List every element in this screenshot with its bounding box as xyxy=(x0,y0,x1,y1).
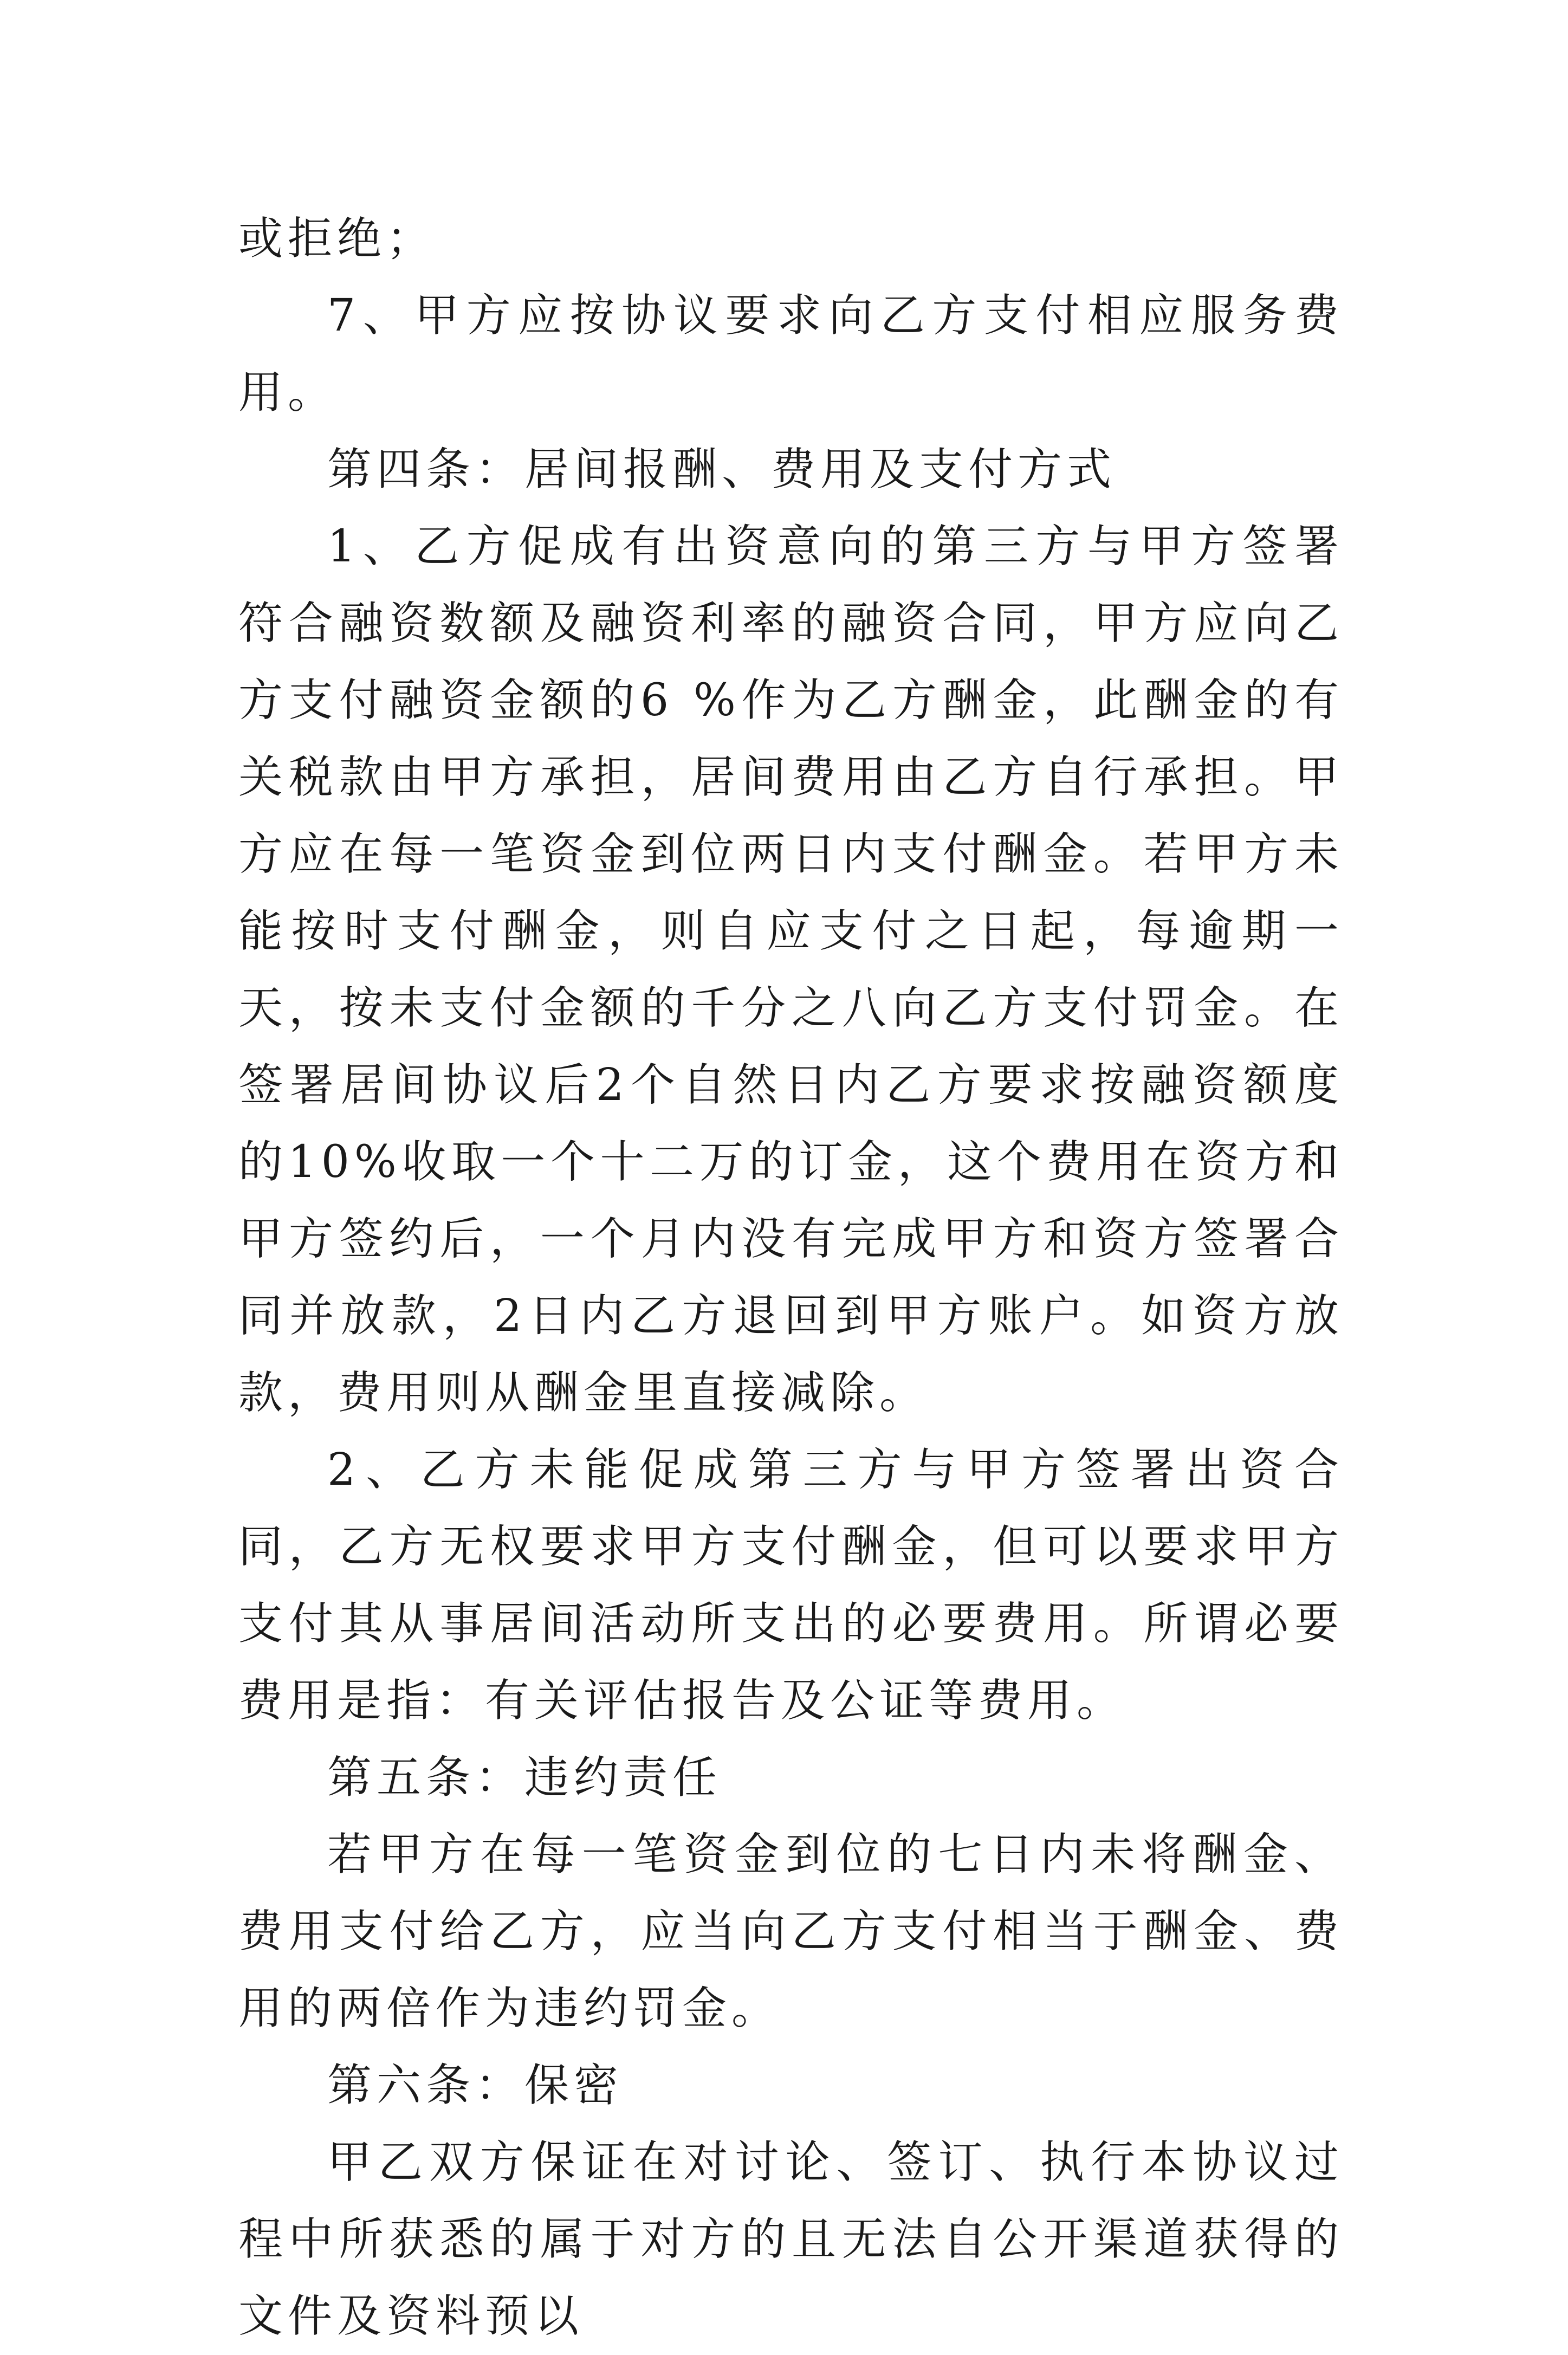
clause-item-7: 7、甲方应按协议要求向乙方支付相应服务费用。 xyxy=(238,290,1344,418)
article-4-item-2: 2、乙方未能促成第三方与甲方签署出资合同，乙方无权要求甲方支付酬金，但可以要求甲方支付其从事居间活动所支出的必要费用。所谓必要费用是指：有关评估报告及公证等费用。 xyxy=(238,1444,1344,1726)
article-5-body: 若甲方在每一笔资金到位的七日内未将酬金、费用支付给乙方，应当向乙方支付相当于酬金、费用的两倍作为违约罚金。 xyxy=(238,1829,1344,2034)
article-4-item-1: 1、乙方促成有出资意向的第三方与甲方签署符合融资数额及融资利率的融资合同，甲方应向乙方支付融资金额的6 %作为乙方酬金，此酬金的有关税款由甲方承担，居间费用由乙方自行承担。甲方应在每一笔资金到位两日内支付酬金。若甲方未能按时支付酬金，则自应支付之日起，每逾期一天，按未支付金额的千分之八向乙方支付罚金。在签署居间协议后2个自然日内乙方要求按融资额度的10%收取一个十二万的订金，这个费用在资方和甲方签约后，一个月内没有完成甲方和资方签署合同并放款，2日内乙方退回到甲方账户。如资方放款，费用则从酬金里直接减除。 xyxy=(238,521,1344,1419)
article-6-heading: 第六条：保密 xyxy=(327,2060,624,2111)
document-body xyxy=(238,200,1344,2355)
paragraph-continuation: 或拒绝； xyxy=(238,213,436,264)
article-6-body: 甲乙双方保证在对讨论、签订、执行本协议过程中所获悉的属于对方的且无法自公开渠道获得的文件及资料预以 xyxy=(238,2137,1344,2342)
article-5-heading: 第五条：违约责任 xyxy=(327,1752,722,1803)
article-4-heading: 第四条：居间报酬、费用及支付方式 xyxy=(327,444,1117,495)
